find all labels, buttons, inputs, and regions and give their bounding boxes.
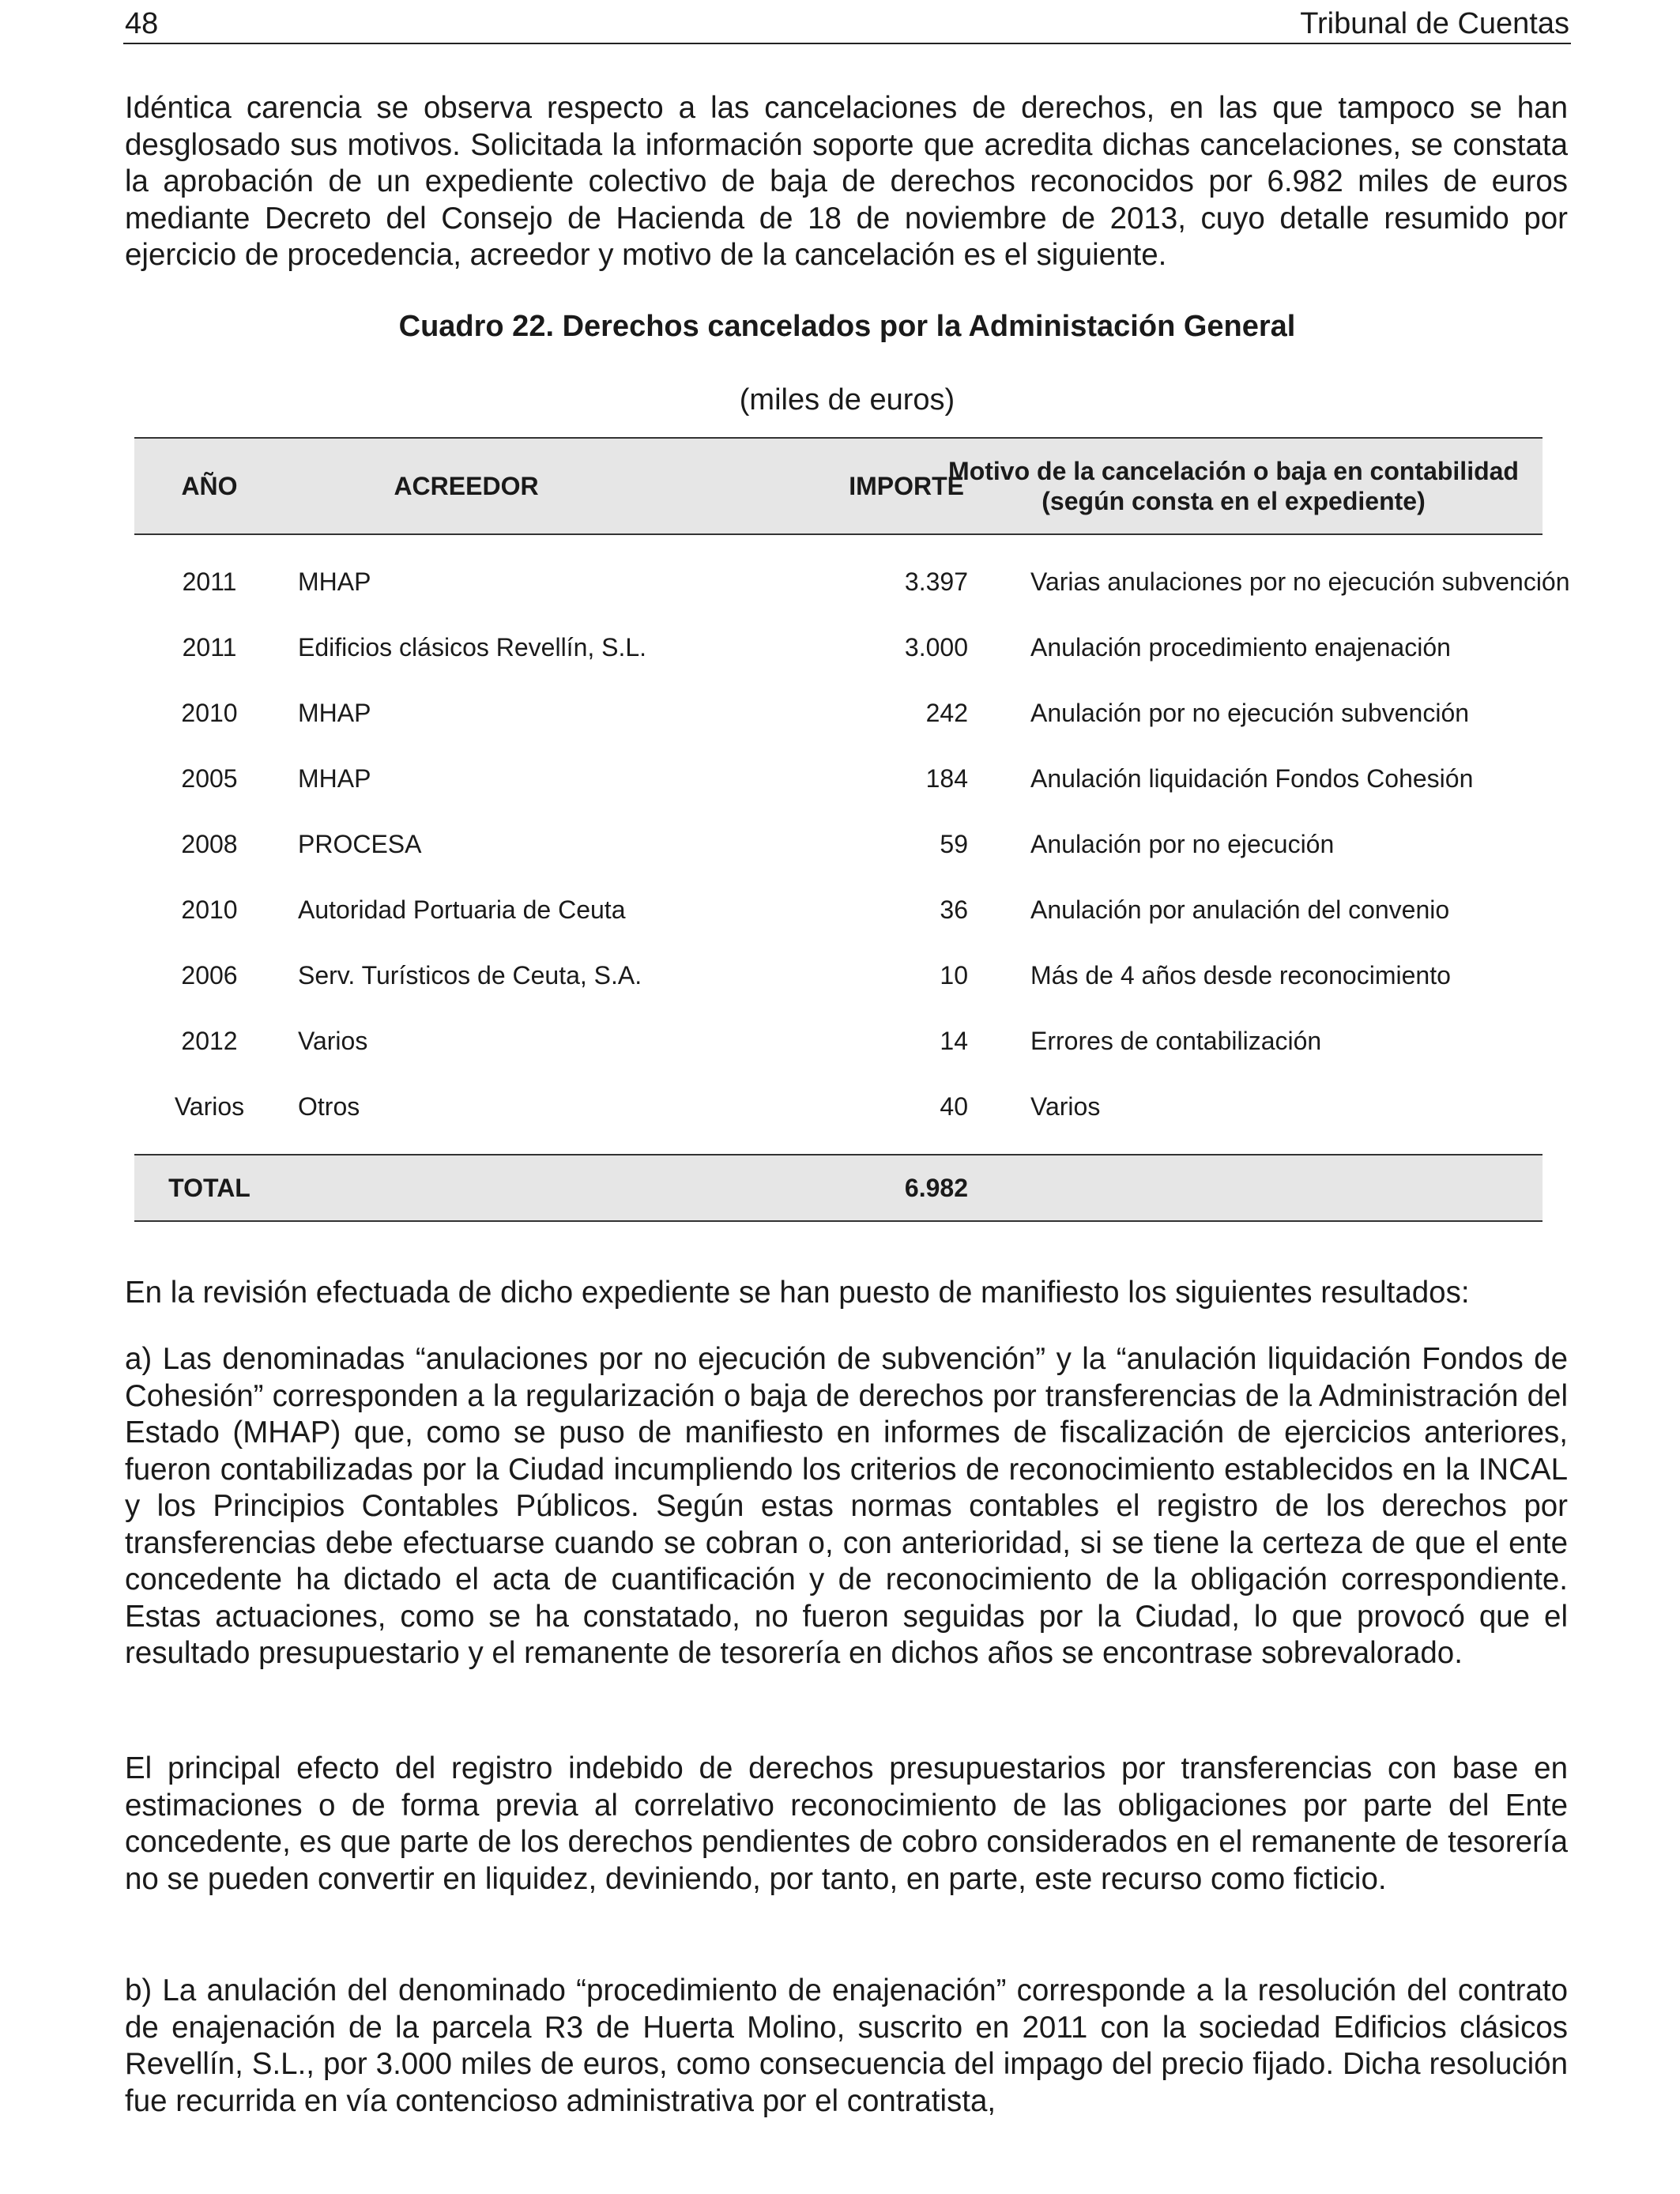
cell-amount: 242 (925, 699, 968, 727)
header-year: AÑO (181, 471, 238, 500)
cell-year: 2010 (181, 895, 238, 924)
cell-year: 2005 (181, 764, 238, 793)
page-header (123, 5, 1571, 44)
cancelled-rights-table (134, 437, 1570, 1222)
table-row (134, 877, 1543, 943)
cell-reason: Anulación liquidación Fondos Cohesión (1030, 764, 1474, 793)
table-row (134, 1008, 1543, 1074)
cell-reason: Errores de contabilización (1030, 1027, 1322, 1055)
cell-reason: Varias anulaciones por no ejecución subvención (1030, 567, 1570, 596)
header-reason: Motivo de la cancelación o baja en contabilidad (según consta en el expediente) (948, 457, 1519, 515)
cell-reason: Anulación por anulación del convenio (1030, 895, 1450, 924)
table-row (134, 615, 1543, 680)
cell-creditor: Edificios clásicos Revellín, S.L. (298, 633, 647, 662)
table-total-row (134, 1154, 1543, 1220)
paragraph-point-b: b) La anulación del denominado “procedimiento de enajenación” corresponde a la resolución del contrato de enajenación de la parcela R3 de Huerta Molino, suscrito en 2011 con la sociedad Edificios clásicos Revellín, S.L., por 3.000 miles de euros, como consecuencia del impago del precio fijado. Dicha resolución fue recurrida en vía contencioso administrativa por el contratista, (125, 1973, 1568, 2118)
cell-year: 2010 (181, 699, 238, 727)
paragraph-results-intro: En la revisión efectuada de dicho expediente se han puesto de manifiesto los siguientes resultados: (125, 1276, 1470, 1310)
cell-year: 2012 (181, 1027, 238, 1055)
cell-reason: Más de 4 años desde reconocimiento (1030, 961, 1451, 990)
cell-year: 2011 (182, 567, 237, 596)
cell-creditor: Serv. Turísticos de Ceuta, S.A. (298, 961, 642, 990)
cell-amount: 184 (925, 764, 968, 793)
cell-year: 2006 (181, 961, 238, 990)
cell-creditor: Varios (298, 1027, 368, 1055)
cell-creditor: PROCESA (298, 830, 422, 858)
cell-amount: 3.397 (904, 567, 968, 596)
cell-amount: 10 (940, 961, 968, 990)
cell-reason: Varios (1030, 1092, 1101, 1121)
table-row (134, 680, 1543, 746)
total-label: TOTAL (168, 1174, 250, 1202)
table-unit: (miles de euros) (739, 383, 955, 417)
table-body (134, 535, 1570, 1154)
header-amount: IMPORTE (849, 471, 964, 500)
table-title: Cuadro 22. Derechos cancelados por la Administación General (398, 310, 1296, 343)
cell-creditor: MHAP (298, 567, 371, 596)
cell-amount: 3.000 (904, 633, 968, 662)
cell-amount: 59 (940, 830, 968, 858)
table-row (134, 943, 1543, 1008)
cell-amount: 14 (940, 1027, 968, 1055)
table-row (134, 812, 1543, 877)
table-row (134, 746, 1543, 812)
header-title: Tribunal de Cuentas (1300, 7, 1569, 40)
cell-reason: Anulación por no ejecución (1030, 830, 1335, 858)
cell-reason: Anulación por no ejecución subvención (1030, 699, 1470, 727)
total-amount: 6.982 (904, 1174, 968, 1202)
cell-amount: 40 (940, 1092, 968, 1121)
paragraph-point-a: a) Las denominadas “anulaciones por no ejecución de subvención” y la “anulación liquidación Fondos de Cohesión” corresponden a la regularización o baja de derechos por transferencias de la Administración del Estado (MHAP) que, como se puso de manifiesto en informes de fiscalización de ejercicios anteriores, fueron contabilizadas por la Ciudad incumpliendo los criterios de reconocimiento establecidos en la INCAL y los Principios Contables Públicos. Según estas normas contables el registro de los derechos por transferencias debe efectuarse cuando se cobran o, con anterioridad, si se tiene la certeza de que el ente concedente ha dictado el acta de cuantificación y de reconocimiento de la obligación correspondiente. Estas actuaciones, como se ha constatado, no fueron seguidas por la Ciudad, lo que provocó que el resultado presupuestario y el remanente de tesorería en dichos años se encontrase sobrevalorado. (125, 1342, 1568, 1670)
cell-amount: 36 (940, 895, 968, 924)
cell-year: 2011 (182, 633, 237, 662)
cell-reason: Anulación procedimiento enajenación (1030, 633, 1451, 662)
paragraph-main-effect: El principal efecto del registro indebido de derechos presupuestarios por transferencias con base en estimaciones o de forma previa al correlativo reconocimiento de las obligaciones por parte del Ente concedente, es que parte de los derechos pendientes de cobro considerados en el remanente de tesorería no se pueden convertir en liquidez, deviniendo, por tanto, en parte, este recurso como ficticio. (125, 1751, 1568, 1896)
table-row (134, 549, 1570, 615)
page-number: 48 (125, 7, 159, 40)
paragraph-intro: Idéntica carencia se observa respecto a las cancelaciones de derechos, en las que tampoco se han desglosado sus motivos. Solicitada la información soporte que acredita dichas cancelaciones, se constata la aprobación de un expediente colectivo de baja de derechos reconocidos por 6.982 miles de euros mediante Decreto del Consejo de Hacienda de 18 de noviembre de 2013, cuyo detalle resumido por ejercicio de procedencia, acreedor y motivo de la cancelación es el siguiente. (125, 91, 1568, 272)
table-row (134, 1074, 1543, 1140)
cell-creditor: Autoridad Portuaria de Ceuta (298, 895, 626, 924)
table-header-row (134, 439, 1543, 535)
cell-year: 2008 (181, 830, 238, 858)
cell-year: Varios (174, 1092, 245, 1121)
cell-creditor: MHAP (298, 699, 371, 727)
cell-creditor: Otros (298, 1092, 360, 1121)
header-creditor: ACREEDOR (394, 471, 539, 500)
cell-creditor: MHAP (298, 764, 371, 793)
